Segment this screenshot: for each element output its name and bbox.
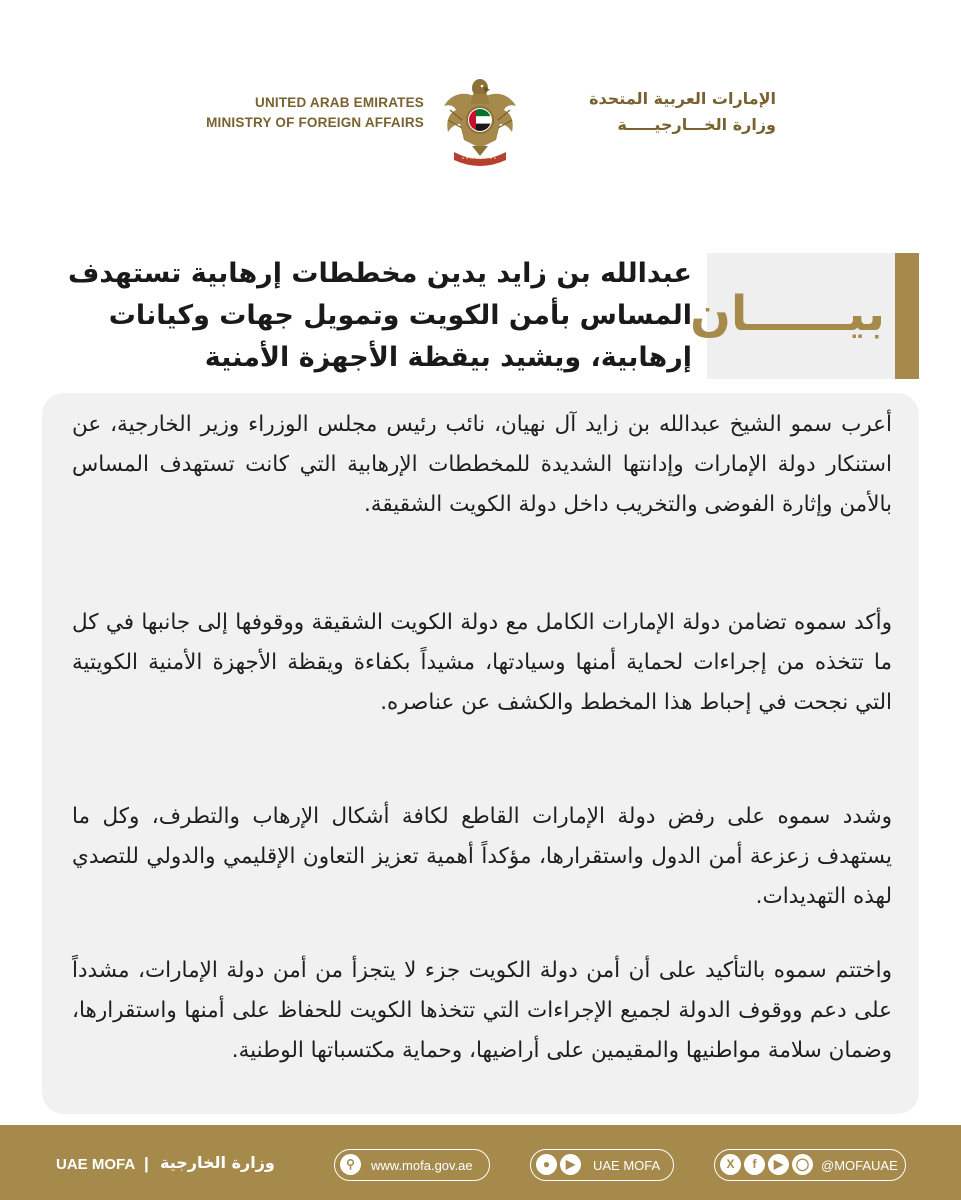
headline: عبدالله بن زايد يدين مخططات إرهابية تستهدف المساس بأمن الكويت وتمويل جهات وكيانات إرهابية، ويشيد بيقظة الأجهزة الأمنية [67,258,692,373]
paragraph-2: وأكد سموه تضامن دولة الإمارات الكامل مع دولة الكويت الشقيقة ووقوفها إلى جانبها في كل ما تتخذه من إجراءات لحماية أمنها وسيادتها، مشيداً بكفاءة ويقظة الأجهزة الأمنية الكويتية التي نجحت في إحباط هذا المخطط والكشف عن عناصره. [72,610,892,715]
footer-brand [56,1153,316,1175]
social-links[interactable] [714,1149,906,1181]
website-label: www.mofa.gov.ae [371,1158,473,1173]
letterhead [0,0,961,230]
statement-badge-label: بيــــــان [689,286,885,342]
play-store-icon[interactable]: ▶ [560,1154,581,1175]
social-handle: @MOFAUAE [821,1158,898,1173]
x-icon[interactable]: X [720,1154,741,1175]
youtube-icon[interactable]: ▶ [768,1154,789,1175]
apple-icon[interactable]: ● [536,1154,557,1175]
statement-body-card [42,393,919,1114]
badge-accent-bar [895,253,919,379]
footer-brand-en: UAE MOFA [56,1156,136,1173]
statement-title-section [42,253,919,379]
search-icon: ⚲ [340,1154,361,1175]
app-label: UAE MOFA [593,1158,661,1173]
paragraph-1: أعرب سمو الشيخ عبدالله بن زايد آل نهيان، نائب رئيس مجلس الوزراء وزير الخارجية، عن استنكار دولة الإمارات وإدانتها الشديدة للمخططات الإرهابية التي كانت تستهدف المساس بالأمن وإثارة الفوضى والتخريب داخل دولة الكويت الشقيقة. [72,412,892,517]
uae-falcon-emblem-icon [440,70,520,166]
facebook-icon[interactable]: f [744,1154,765,1175]
english-country-line: UNITED ARAB EMIRATES [255,95,424,110]
instagram-icon[interactable]: ◯ [792,1154,813,1175]
paragraph-3: وشدد سموه على رفض دولة الإمارات القاطع لكافة أشكال الإرهاب والتطرف، وكل ما يستهدف زعزعة أمن الدول واستقرارها، مؤكداً أهمية تعزيز التعاون الإقليمي والدولي للتصدي لهذه التهديدات. [72,804,892,909]
english-ministry-name [188,93,424,133]
paragraph-4: واختتم سموه بالتأكيد على أن أمن دولة الكويت جزء لا يتجزأ من أمن دولة الإمارات، مشدداً على دعم ووقوف الدولة لجميع الإجراءات التي تتخذها الكويت للحفاظ على أمنها واستقرارها، وضمان سلامة مواطنيها والمقيمين على أراضيها، وحماية مكتسباتها الوطنية. [72,958,892,1063]
app-store-links[interactable] [530,1149,674,1181]
arabic-ministry-name [526,86,776,138]
statement-badge [689,253,919,379]
english-ministry-line: MINISTRY OF FOREIGN AFFAIRS [206,115,424,130]
website-link[interactable] [334,1149,490,1181]
arabic-country-line: الإمارات العربية المتحدة [589,89,776,108]
footer-brand-separator: | [144,1154,149,1173]
footer-brand-ar: وزارة الخارجية [160,1153,275,1172]
arabic-ministry-line: وزارة الخـــارجيـــــة [617,115,776,134]
footer-bar [0,1125,961,1200]
